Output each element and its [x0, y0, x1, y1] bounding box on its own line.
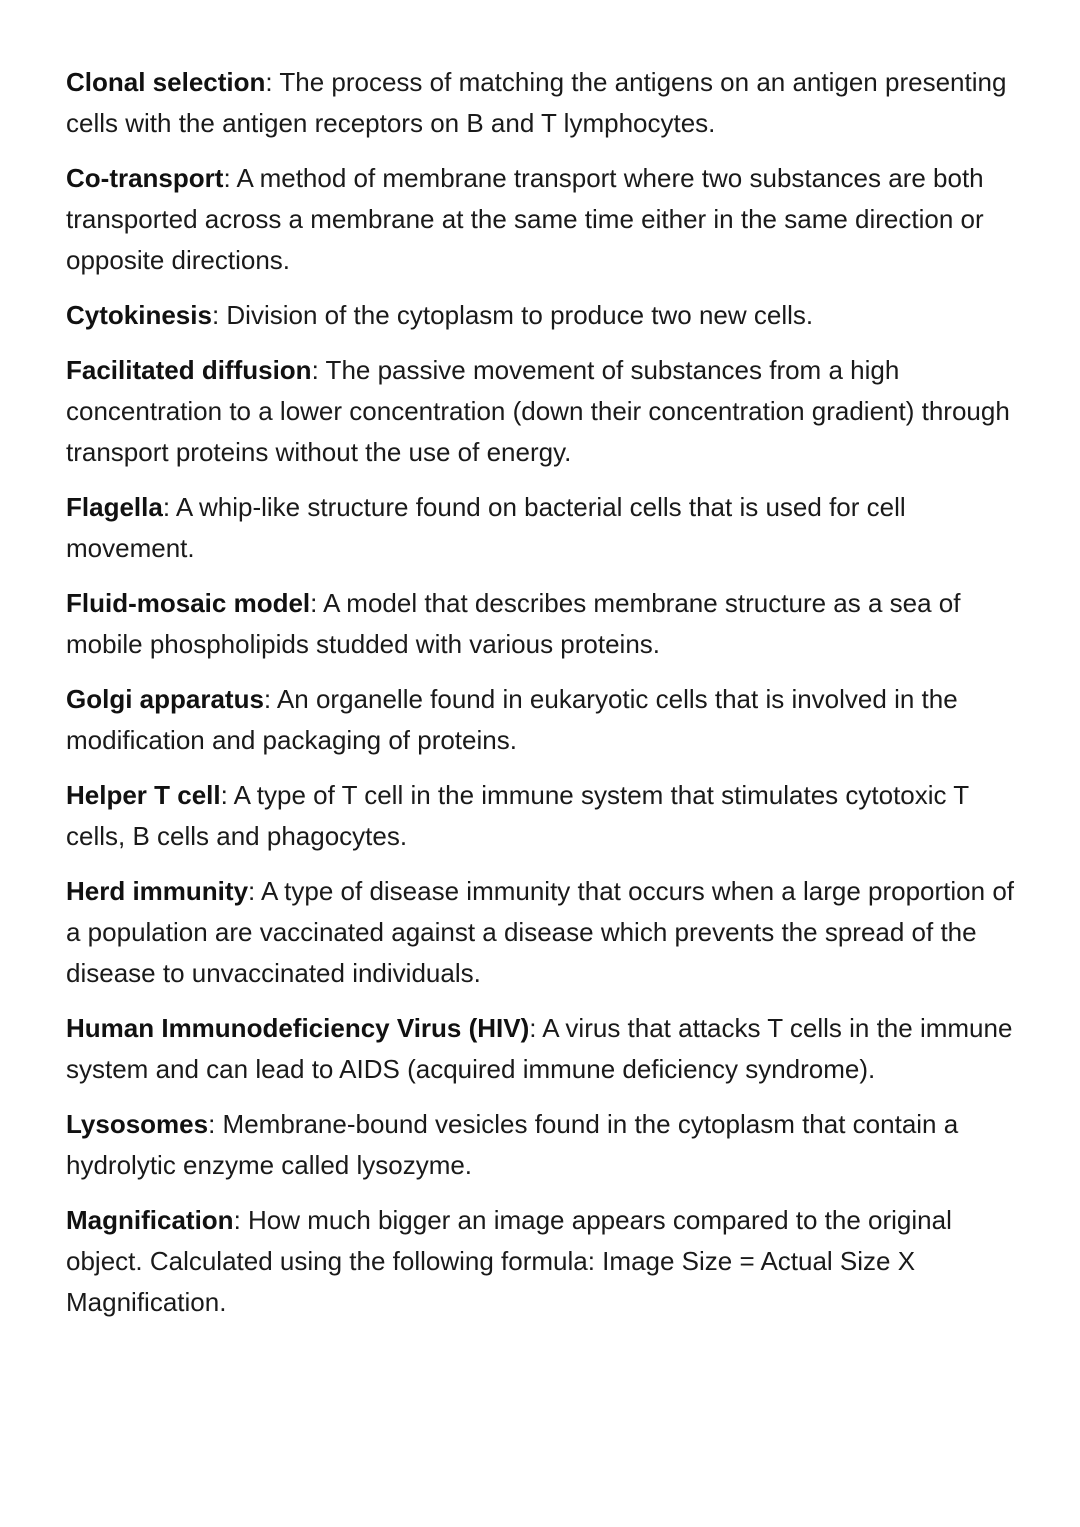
glossary-definition: : The passive movement of substances from a high concentration to a lower concentration (down their concentration gradient) through transport proteins without the use of energy. [66, 355, 1010, 467]
glossary-definition: : A whip-like structure found on bacterial cells that is used for cell movement. [66, 492, 906, 563]
glossary-term: Facilitated diffusion [66, 355, 312, 385]
glossary-definition: : Division of the cytoplasm to produce two new cells. [211, 300, 814, 330]
glossary-term: Helper T cell [66, 780, 221, 810]
glossary-entry [66, 1200, 1016, 1323]
glossary-entry [66, 775, 1016, 857]
glossary-definition: : A type of disease immunity that occurs when a large proportion of a population are vaccinated against a disease which prevents the spread of the disease to unvaccinated individuals. [66, 876, 1015, 988]
glossary-definition: : Membrane-bound vesicles found in the cytoplasm that contain a hydrolytic enzyme called lysozyme. [66, 1109, 959, 1180]
glossary-term: Golgi apparatus [66, 684, 264, 714]
glossary-entry [66, 487, 1016, 569]
glossary-term: Clonal selection [66, 67, 266, 97]
glossary-definition: : A model that describes membrane structure as a sea of mobile phospholipids studded with various proteins. [66, 588, 961, 659]
glossary-definition: : An organelle found in eukaryotic cells that is involved in the modification and packaging of proteins. [66, 684, 958, 755]
glossary-term: Fluid-mosaic model [66, 588, 311, 618]
glossary-definition: : A type of T cell in the immune system that stimulates cytotoxic T cells, B cells and phagocytes. [66, 780, 969, 851]
glossary-entry [66, 871, 1016, 994]
glossary-entry [66, 1104, 1016, 1186]
glossary-entry [66, 62, 1016, 144]
glossary-entry [66, 583, 1016, 665]
glossary-definition: : A method of membrane transport where two substances are both transported across a membrane at the same time either in the same direction or opposite directions. [66, 163, 984, 275]
glossary-entry [66, 1008, 1016, 1090]
glossary-term: Human Immunodeficiency Virus (HIV) [66, 1013, 530, 1043]
glossary-entry [66, 679, 1016, 761]
glossary-term: Herd immunity [66, 876, 249, 906]
glossary-term: Cytokinesis [66, 300, 212, 330]
glossary-page [66, 62, 1016, 1337]
glossary-definition: : A virus that attacks T cells in the immune system and can lead to AIDS (acquired immune deficiency syndrome). [66, 1013, 1013, 1084]
glossary-entry [66, 158, 1016, 281]
glossary-term: Magnification [66, 1205, 234, 1235]
glossary-definition: : How much bigger an image appears compared to the original object. Calculated using the following formula: Image Size = Actual Size X Magnification. [66, 1205, 952, 1317]
glossary-entry [66, 295, 1016, 336]
glossary-definition: : The process of matching the antigens on an antigen presenting cells with the antigen receptors on B and T lymphocytes. [66, 67, 1007, 138]
glossary-term: Flagella [66, 492, 163, 522]
glossary-term: Lysosomes [66, 1109, 209, 1139]
glossary-entry [66, 350, 1016, 473]
glossary-term: Co-transport [66, 163, 224, 193]
